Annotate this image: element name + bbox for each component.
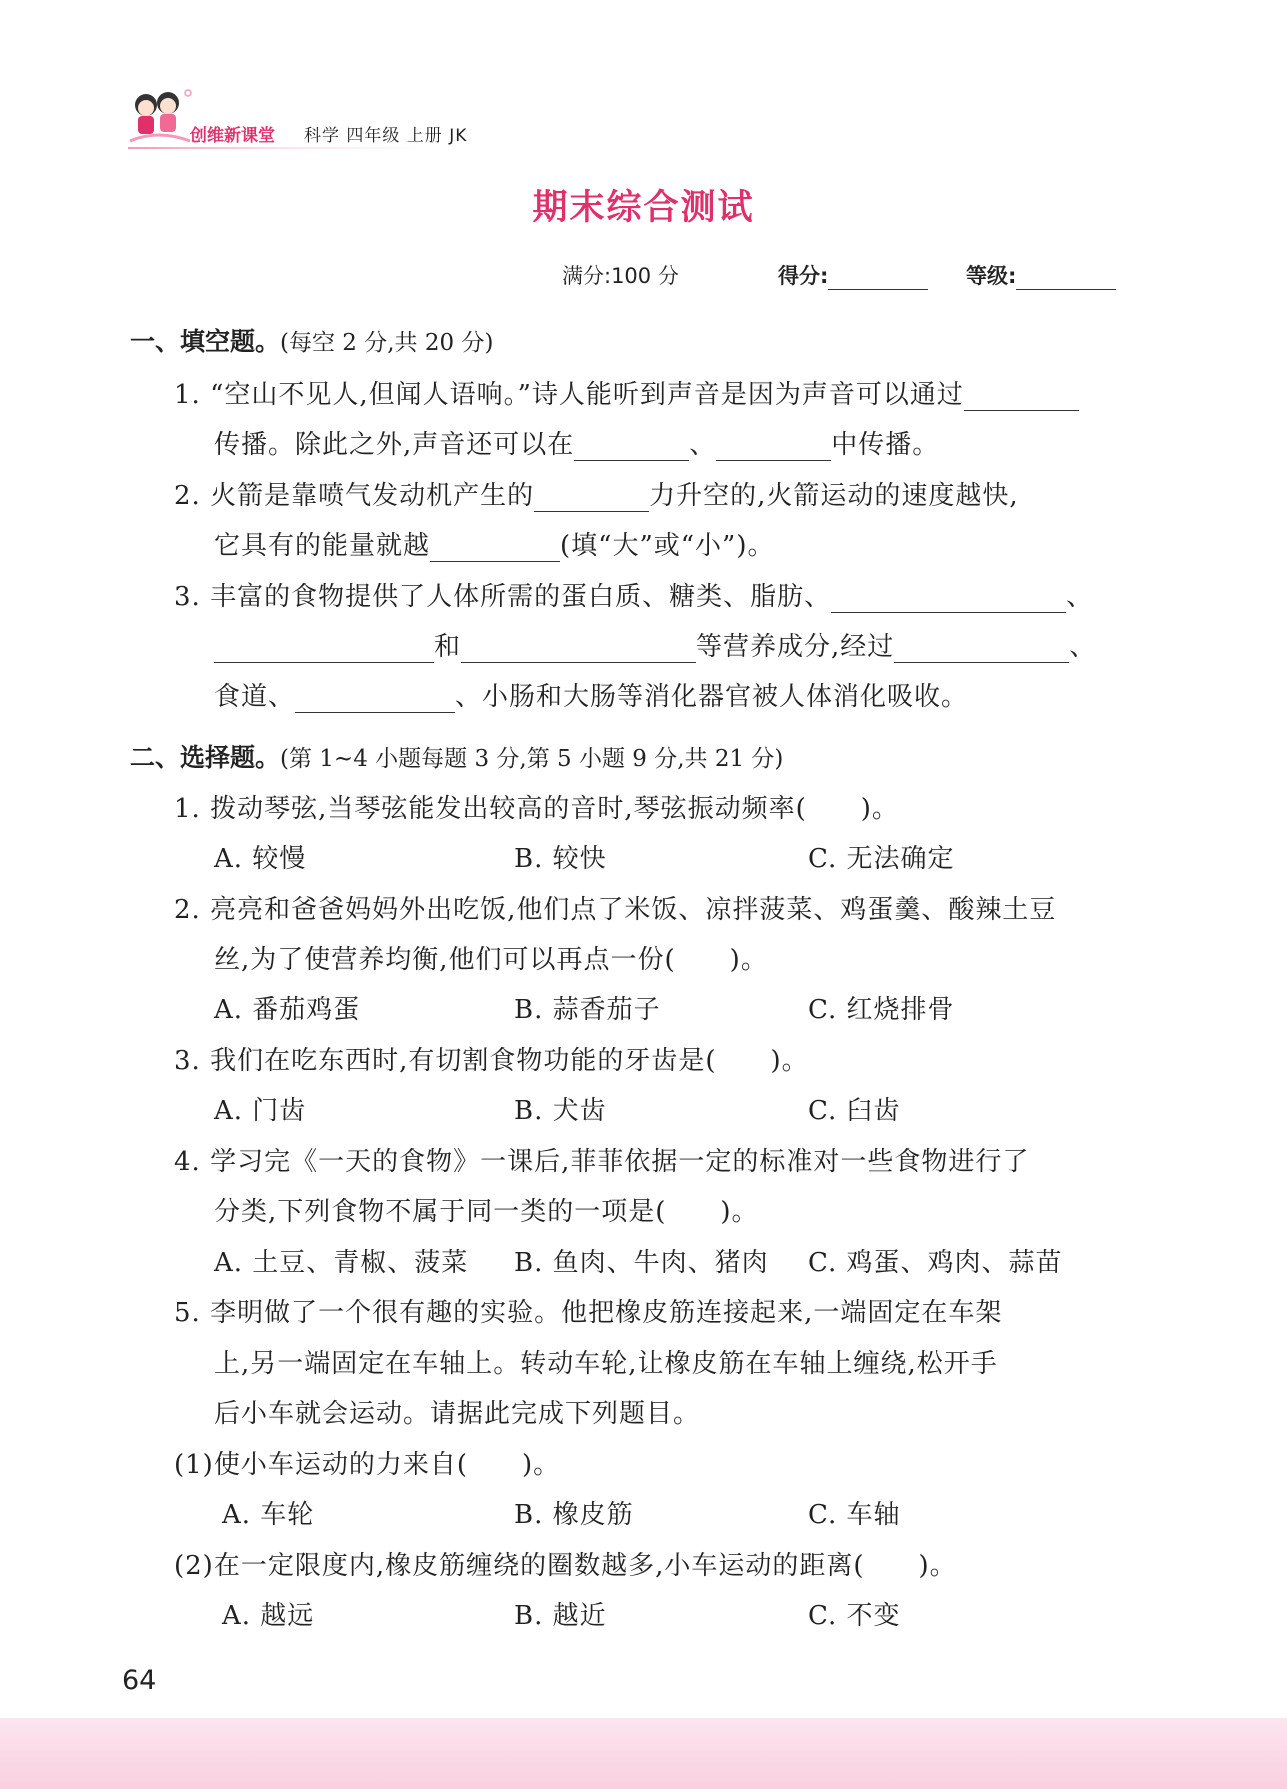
option-a[interactable]: A. 土豆、青椒、菠菜 [214, 1248, 469, 1278]
answer-blank[interactable] [534, 511, 649, 512]
question-text: 它具有的能量就越 [214, 531, 431, 561]
score-label: 得分: [778, 264, 829, 288]
question-line: 4. 学习完《一天的食物》一课后,菲菲依据一定的标准对一些食物进行了 [174, 1147, 1030, 1177]
question-text: 中传播。 [831, 430, 940, 460]
section-heading-multiple-choice [130, 738, 783, 774]
option-a[interactable]: A. 番茄鸡蛋 [214, 995, 361, 1025]
score-field [778, 260, 928, 290]
question-line [174, 374, 1079, 411]
option-a[interactable]: A. 越远 [222, 1601, 315, 1631]
question-line [214, 424, 939, 461]
option-a[interactable]: A. 门齿 [214, 1096, 307, 1126]
option-b[interactable]: B. 犬齿 [514, 1096, 607, 1126]
option-c[interactable]: C. 不变 [808, 1601, 901, 1631]
full-score: 满分:100 分 [562, 264, 679, 288]
answer-blank[interactable] [964, 410, 1079, 411]
section-points: (第 1~4 小题每题 3 分,第 5 小题 9 分,共 21 分) [280, 746, 784, 772]
question-text: (填“大”或“小”)。 [560, 531, 775, 561]
question-text: 、 [689, 430, 717, 460]
section-heading-fill-blank [130, 322, 493, 358]
question-line [214, 525, 774, 562]
grade-blank[interactable] [1016, 289, 1116, 290]
section-title: 一、填空题。 [130, 327, 281, 356]
option-a[interactable]: A. 车轮 [222, 1500, 315, 1530]
section-title: 二、选择题。 [130, 743, 281, 772]
question-text: 、小肠和大肠等消化器官被人体消化吸收。 [455, 682, 969, 712]
question-line [214, 626, 1096, 663]
question-line: 2. 亮亮和爸爸妈妈外出吃饭,他们点了米饭、凉拌菠菜、鸡蛋羹、酸辣土豆 [174, 895, 1057, 925]
question-line [214, 676, 968, 713]
question-line [174, 576, 1093, 613]
brand-name: 创维新课堂 [190, 126, 275, 146]
question-text: 1. “空山不见人,但闻人语响。”诗人能听到声音是因为声音可以通过 [174, 380, 964, 410]
option-b[interactable]: B. 蒜香茄子 [514, 995, 661, 1025]
question-line: 1. 拨动琴弦,当琴弦能发出较高的音时,琴弦振动频率( )。 [174, 794, 899, 824]
answer-blank[interactable] [574, 460, 689, 461]
question-line: 3. 我们在吃东西时,有切割食物功能的牙齿是( )。 [174, 1046, 809, 1076]
section-points: (每空 2 分,共 20 分) [280, 330, 494, 356]
question-text: 传播。除此之外,声音还可以在 [214, 430, 575, 460]
answer-blank[interactable] [214, 662, 434, 663]
question-line: 后小车就会运动。请据此完成下列题目。 [214, 1399, 701, 1429]
question-text: 3. 丰富的食物提供了人体所需的蛋白质、糖类、脂肪、 [174, 582, 832, 612]
answer-blank[interactable] [716, 460, 831, 461]
answer-blank[interactable] [461, 662, 696, 663]
question-text: 和 [434, 632, 462, 662]
answer-blank[interactable] [894, 662, 1069, 663]
grade-field [966, 260, 1116, 290]
question-text: 力升空的,火箭运动的速度越快, [649, 481, 1019, 511]
option-c[interactable]: C. 鸡蛋、鸡肉、蒜苗 [808, 1248, 1063, 1278]
option-c[interactable]: C. 臼齿 [808, 1096, 901, 1126]
page-header [128, 85, 488, 155]
grade-label: 等级: [966, 264, 1017, 288]
question-text: 2. 火箭是靠喷气发动机产生的 [174, 481, 535, 511]
answer-blank[interactable] [430, 561, 560, 562]
question-text: 、 [1069, 632, 1097, 662]
bottom-decor-band [0, 1718, 1287, 1789]
question-text: 食道、 [214, 682, 296, 712]
option-b[interactable]: B. 橡皮筋 [514, 1500, 634, 1530]
question-text: 、 [1066, 582, 1094, 612]
question-text: 等营养成分,经过 [696, 632, 895, 662]
question-line [174, 475, 1019, 512]
header-divider [128, 147, 428, 149]
two-kids-logo-icon [128, 85, 198, 153]
option-c[interactable]: C. 红烧排骨 [808, 995, 955, 1025]
sub-question-line: (2)在一定限度内,橡皮筋缠绕的圈数越多,小车运动的距离( )。 [174, 1551, 957, 1581]
page-title: 期末综合测试 [532, 188, 755, 228]
question-line: 分类,下列食物不属于同一类的一项是( )。 [214, 1197, 759, 1227]
option-c[interactable]: C. 车轴 [808, 1500, 901, 1530]
question-line: 5. 李明做了一个很有趣的实验。他把橡皮筋连接起来,一端固定在车架 [174, 1298, 1003, 1328]
answer-blank[interactable] [295, 712, 455, 713]
question-line: 上,另一端固定在车轴上。转动车轮,让橡皮筋在车轴上缠绕,松开手 [214, 1349, 998, 1379]
option-c[interactable]: C. 无法确定 [808, 844, 955, 874]
option-b[interactable]: B. 较快 [514, 844, 607, 874]
sub-question-line: (1)使小车运动的力来自( )。 [174, 1450, 561, 1480]
option-b[interactable]: B. 鱼肉、牛肉、猪肉 [514, 1248, 769, 1278]
option-a[interactable]: A. 较慢 [214, 844, 307, 874]
question-line: 丝,为了使营养均衡,他们可以再点一份( )。 [214, 945, 768, 975]
option-b[interactable]: B. 越近 [514, 1601, 607, 1631]
score-blank[interactable] [828, 289, 928, 290]
answer-blank[interactable] [831, 612, 1066, 613]
book-subject: 科学 四年级 上册 JK [304, 126, 468, 146]
page-number: 64 [122, 1665, 157, 1696]
